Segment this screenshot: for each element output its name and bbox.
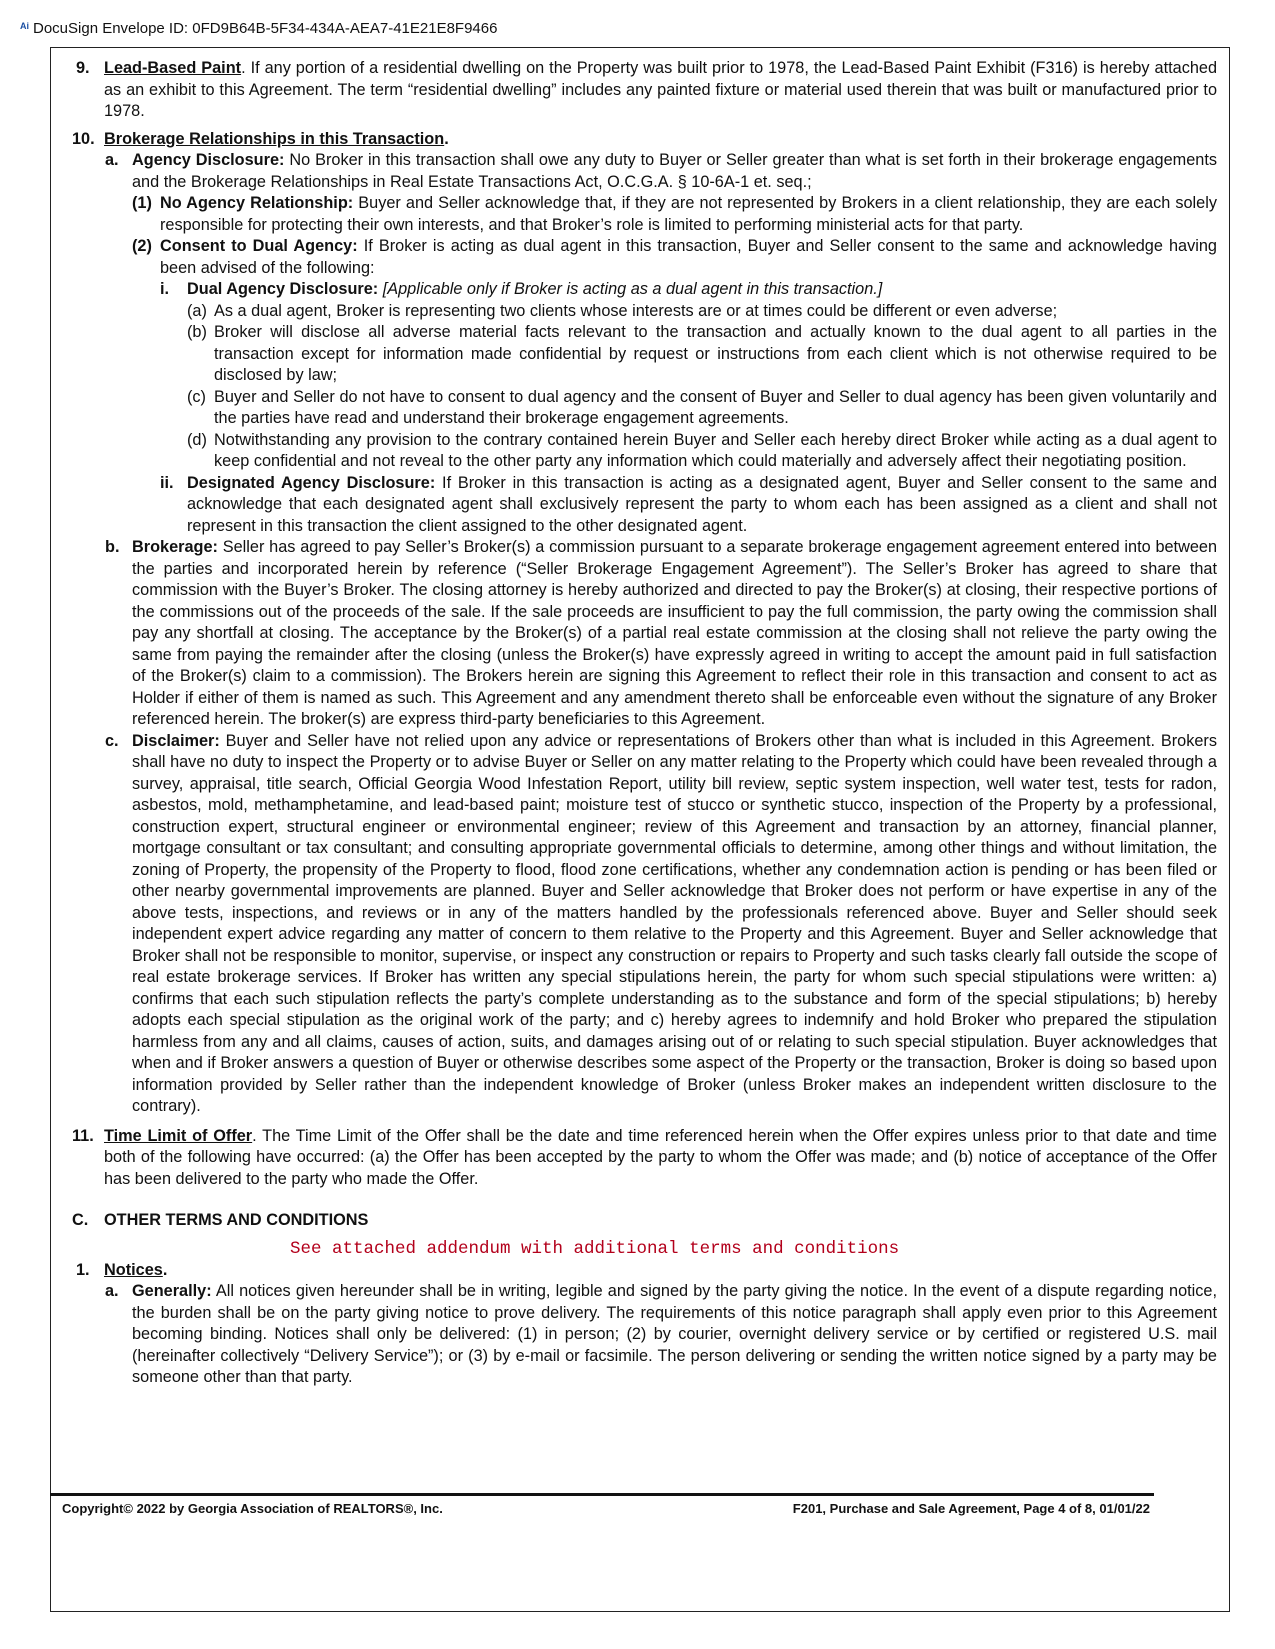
- document-body: [72, 58, 1217, 1389]
- section-text: . The Time Limit of the Offer shall be the date and time referenced herein when the Offer expires unless prior to that date and time both of the following have occurred: (a) the Offer has been accepted by the party to whom the Offer was made; and (b) notice of acceptance of the Offer has been delivered to the party who made the Offer.: [104, 1126, 1217, 1188]
- clause-text: If Broker is acting as dual agent in this transaction, Buyer and Seller consent to the same and acknowledge having been advised of the following:: [160, 237, 1217, 277]
- section-number: 10.: [72, 129, 95, 148]
- section-number: 9.: [76, 59, 90, 77]
- clause-10b-brokerage: [72, 537, 1217, 731]
- section-title: Time Limit of Offer: [104, 1126, 253, 1145]
- subclause-text: Buyer and Seller do not have to consent to dual agency and the consent of Buyer and Seller to dual agency has been given voluntarily and the parties have read and understand their brokerage engagement agreements.: [214, 387, 1217, 427]
- clause-text: Buyer and Seller have not relied upon any advice or representations of Brokers other than what is included in this Agreement. Brokers shall have no duty to inspect the Property or to advise Buyer or Seller on any matter relating to the Property which could have been revealed through a survey, appraisal, title search, Official Georgia Wood Infestation Report, utility bill review, septic system inspection, well water test, tests for radon, asbestos, mold, methamphetamine, and lead-based paint; moisture test of stucco or synthetic stucco, inspection of the Property by a professional, construction expert, structural engineer or environmental engineer; review of this Agreement and transaction by an attorney, financial planner, mortgage consultant or tax consultant; and consulting appropriate governmental officials to determine, among other things and without limitation, the zoning of Property, the propensity of the Property to flood, flood zone certifications, whether any condemnation action is pending or has been filed or other nearby governmental improvements are planned. Buyer and Seller acknowledge that Broker does not perform or have expertise in any of the above tests, inspections, and reviews or in any of the matters handled by the professionals referenced above. Buyer and Seller should seek independent expert advice regarding any matter of concern to them relative to the Property and this Agreement. Buyer and Seller acknowledge that Broker shall not be responsible to monitor, supervise, or inspect any construction or repairs to Property and such tasks clearly fall outside the scope of real estate brokerage services. If Broker has written any special stipulations herein, the party for whom such special stipulations were written: a) confirms that each such stipulation reflects the party’s complete understanding as to the substance and form of the special stipulations; b) hereby adopts each special stipulation as the original work of the party; and c) hereby agrees to indemnify and hold Broker who prepared the stipulation harmless from any and all claims, causes of action, suits, and damages arising out of or relating to such special stipulation. Buyer acknowledges that when and if Broker answers a question of Buyer or otherwise describes some aspect of the Property or the transaction, Broker is doing so based upon information provided by Seller rather than the independent knowledge of Broker (unless Broker makes an independent written disclosure to the contrary).: [132, 731, 1217, 1115]
- subclause-number: (d): [187, 430, 207, 449]
- clause-number: ii.: [160, 473, 174, 492]
- subclause-text: Broker will disclose all adverse material facts relevant to the transaction and actually known to the dual agent to all parties in the transaction except for information made confidential by request or instructions from each client which is not otherwise required to be disclosed by law;: [214, 323, 1217, 384]
- subclause-number: (c): [187, 387, 206, 406]
- addendum-note: See attached addendum with additional terms and conditions: [290, 1238, 900, 1259]
- clause-number: (2): [132, 237, 152, 255]
- clause-number: a.: [105, 1282, 119, 1300]
- clause-10c-disclaimer: [72, 731, 1217, 1118]
- clause-10a1-no-agency: [72, 193, 1217, 236]
- clause-label: Disclaimer:: [132, 731, 220, 750]
- clause-label: Agency Disclosure:: [132, 151, 285, 169]
- clause-text: If Broker in this transaction is acting as a designated agent, Buyer and Seller consent to the same and acknowledge that each designated agent shall exclusively represent the party to whom each has been assigned as a client and shall not represent in this transaction the client assigned to the other designated agent.: [187, 473, 1218, 535]
- docusign-icon: Ai: [20, 20, 29, 31]
- clause-label: No Agency Relationship:: [160, 194, 354, 212]
- section-11-time-limit: [72, 1126, 1217, 1191]
- clause-label: Dual Agency Disclosure:: [187, 280, 379, 298]
- clause-label: Brokerage:: [132, 538, 218, 556]
- section-title: Notices: [104, 1260, 163, 1279]
- clause-text: Seller has agreed to pay Seller’s Broker(s) a commission pursuant to a separate brokerage engagement agreement entered into between the parties and incorporated herein by reference (“Seller Brokerage Engagement Agreement”). The Seller’s Broker has agreed to share that commission with the Buyer’s Broker. The closing attorney is hereby authorized and directed to pay the Broker(s) at closing, their respective portions of the commissions out of the proceeds of the sale. If the sale proceeds are insufficient to pay the full commission, the party owing the commission shall pay any shortfall at closing. The acceptance by the Broker(s) of a partial real estate commission at the closing shall not relieve the party owing the same from paying the remainder after the closing (unless the Broker(s) have expressly agreed in writing to accept the amount paid in full satisfaction of the Broker(s) claim to a commission). The Brokers herein are signing this Agreement to reflect their role in this transaction and consent to act as Holder if either of them is named as such. This Agreement and any amendment thereto shall be enforceable even without the signature of any Broker referenced herein. The broker(s) are express third-party beneficiaries to this Agreement.: [132, 538, 1217, 728]
- clause-10a2-dual-agency: [72, 236, 1217, 279]
- footer-divider: [50, 1493, 1154, 1496]
- section-10-brokerage-relationships: 10. Brokerage Relationships in this Transaction.: [72, 129, 1217, 151]
- section-number: 1.: [76, 1260, 90, 1279]
- clause-text: Buyer and Seller acknowledge that, if they are not represented by Brokers in a client relationship, they are each solely responsible for protecting their own interests, and that Broker’s role is limited to performing ministerial acts for that party.: [160, 194, 1217, 234]
- clause-number: c.: [105, 731, 119, 750]
- subclause-number: (a): [187, 301, 207, 320]
- clause-label: Consent to Dual Agency:: [160, 237, 358, 255]
- clause-dual-agency-disclosure: [72, 279, 1217, 301]
- clause-text: [Applicable only if Broker is acting as a dual agent in this transaction.]: [378, 280, 883, 298]
- clause-label: Designated Agency Disclosure:: [187, 473, 436, 492]
- subclause-number: (b): [187, 323, 207, 341]
- envelope-id: DocuSign Envelope ID: 0FD9B64B-5F34-434A-AEA7-41E21E8F9466: [33, 20, 498, 37]
- footer-form-info: F201, Purchase and Sale Agreement, Page 4 of 8, 01/01/22: [792, 1501, 1150, 1516]
- section-number: 11.: [72, 1126, 94, 1145]
- section-1-notices: 1. Notices.: [72, 1260, 1217, 1282]
- subclause-text: As a dual agent, Broker is representing two clients whose interests are or at times could be different or even adverse;: [214, 301, 1058, 320]
- subclause-c: [72, 387, 1217, 430]
- clause-text: All notices given hereunder shall be in writing, legible and signed by the party giving the notice. In the event of a dispute regarding notice, the burden shall be on the party giving notice to prove delivery. The requirements of this notice paragraph shall apply even prior to this Agreement becoming binding. Notices shall only be delivered: (1) in person; (2) by courier, overnight delivery service or by certified or registered U.S. mail (hereinafter collectively “Delivery Service”); or (3) by e-mail or facsimile. The person delivering or sending the written notice signed by a party may be someone other than that party.: [132, 1282, 1217, 1386]
- footer-copyright: Copyright© 2022 by Georgia Association of REALTORS®, Inc.: [62, 1501, 443, 1516]
- clause-label: Generally:: [132, 1282, 212, 1300]
- clause-designated-agency-disclosure: [72, 473, 1217, 538]
- clause-notices-generally: [72, 1281, 1217, 1389]
- subclause-d: [72, 430, 1217, 473]
- section-title: Lead-Based Paint: [104, 59, 242, 77]
- section-letter: C.: [72, 1211, 89, 1229]
- docusign-envelope-header: [20, 20, 497, 37]
- section-title: Brokerage Relationships in this Transaction: [104, 129, 445, 148]
- clause-number: i.: [160, 280, 170, 298]
- clause-number: a.: [105, 151, 119, 169]
- clause-number: b.: [105, 538, 120, 556]
- clause-text: No Broker in this transaction shall owe any duty to Buyer or Seller greater than what is set forth in their brokerage engagements and the Brokerage Relationships in Real Estate Transactions Act, O.C.G.A. § 10-6A-1 et. seq.;: [132, 151, 1217, 191]
- section-title: OTHER TERMS AND CONDITIONS: [104, 1211, 369, 1229]
- subclause-a: [72, 301, 1217, 323]
- page-footer: [62, 1501, 1150, 1516]
- clause-number: (1): [132, 194, 152, 212]
- clause-10a-agency-disclosure: [72, 150, 1217, 193]
- section-9-lead-based-paint: [72, 58, 1217, 123]
- subclause-text: Notwithstanding any provision to the contrary contained herein Buyer and Seller each hereby direct Broker while acting as a dual agent to keep confidential and not reveal to the other party any information which could materially and adversely affect their negotiating position.: [214, 430, 1217, 470]
- section-text: . If any portion of a residential dwelling on the Property was built prior to 1978, the Lead-Based Paint Exhibit (F316) is hereby attached as an exhibit to this Agreement. The term “residential dwelling” includes any painted fixture or material used therein that was built or manufactured prior to 1978.: [104, 59, 1217, 120]
- section-c-heading: [72, 1210, 1217, 1232]
- subclause-b: [72, 322, 1217, 387]
